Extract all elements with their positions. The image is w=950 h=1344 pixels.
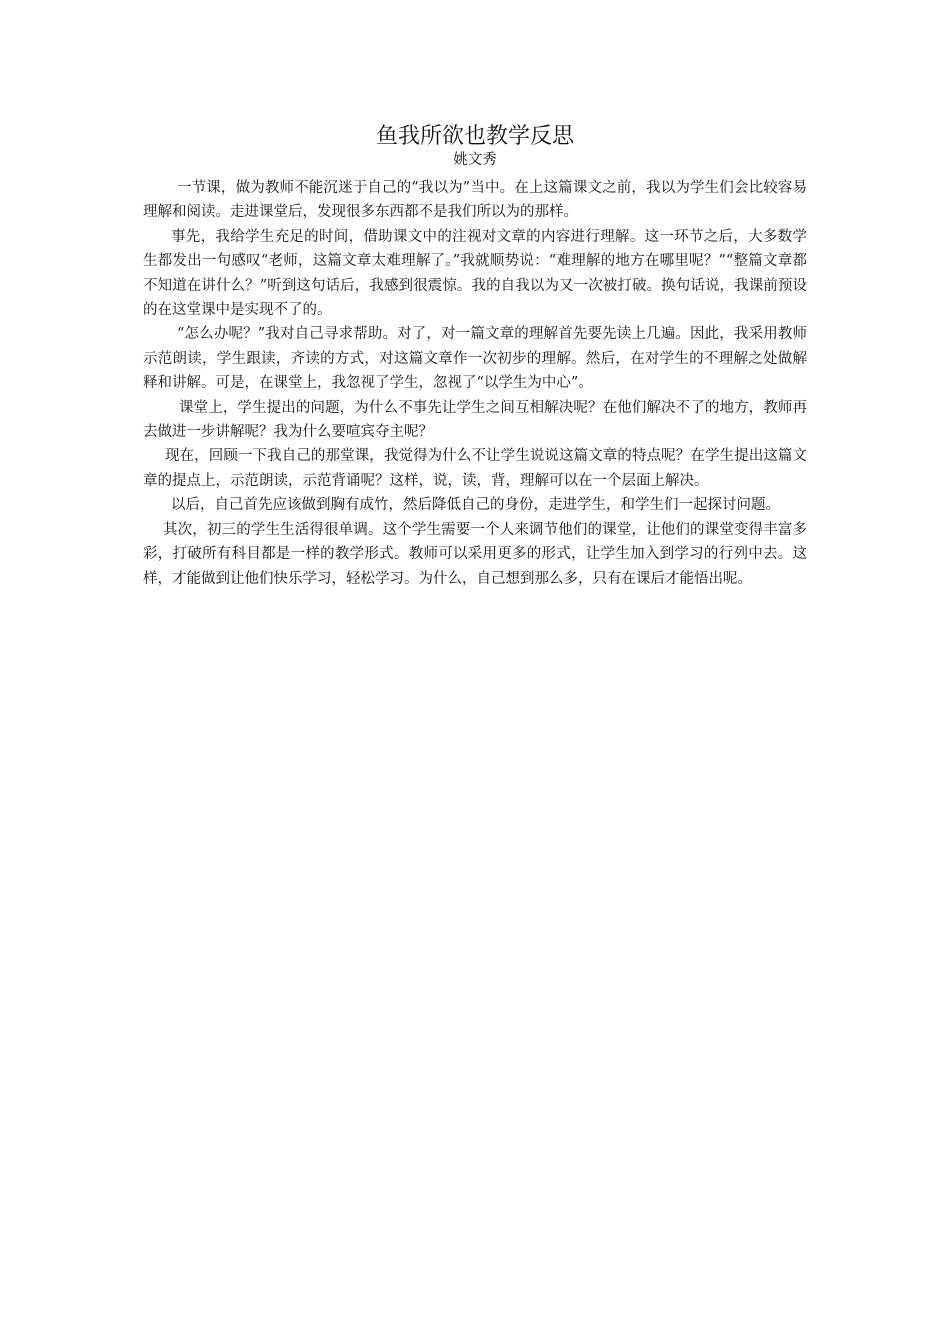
document-author: 姚文秀: [453, 152, 497, 168]
paragraph: “怎么办呢？”我对自己寻求帮助。对了，对一篇文章的理解首先要先读上几遍。因此，我采用教师示范朗读，学生跟读，齐读的方式，对这篇文章作一次初步的理解。然后，在对学生的不理解之处做解释和讲解。可是，在课堂上，我忽视了学生，忽视了“以学生为中心”。: [143, 326, 807, 392]
document-title: 鱼我所欲也教学反思: [375, 124, 574, 149]
paragraph: 现在，回顾一下我自己的那堂课，我觉得为什么不让学生说说这篇文章的特点呢？在学生提出这篇文章的提点上，示范朗读，示范背诵呢？这样，说，读，背，理解可以在一个层面上解决。: [143, 448, 807, 489]
paragraph: 一节课，做为教师不能沉迷于自己的“我以为”当中。在上这篇课文之前，我以为学生们会比较容易理解和阅读。走进课堂后，发现很多东西都不是我们所以为的那样。: [143, 180, 807, 221]
document-body: [143, 176, 807, 591]
paragraph: 以后，自己首先应该做到胸有成竹，然后降低自己的身份，走进学生，和学生们一起探讨问题。: [171, 497, 780, 514]
paragraph: 课堂上，学生提出的问题，为什么不事先让学生之间互相解决呢？在他们解决不了的地方，教师再去做进一步讲解呢？我为什么要喧宾夺主呢？: [143, 399, 807, 441]
paragraph: 其次，初三的学生生活得很单调。这个学生需要一个人来调节他们的课堂，让他们的课堂变得丰富多彩，打破所有科目都是一样的教学形式。教师可以采用更多的形式，让学生加入到学习的行列中去。这样，才能做到让他们快乐学习，轻松学习。为什么，自己想到那么多，只有在课后才能悟出呢。: [143, 521, 807, 587]
paragraph: 事先，我给学生充足的时间，借助课文中的注视对文章的内容进行理解。这一环节之后，大多数学生都发出一句感叹“老师，这篇文章太难理解了。”我就顺势说：“难理解的地方在哪里呢？”“整篇文章都不知道在讲什么？”听到这句话后，我感到很震惊。我的自我以为又一次被打破。换句话说，我课前预设的在这堂课中是实现不了的。: [143, 228, 807, 319]
